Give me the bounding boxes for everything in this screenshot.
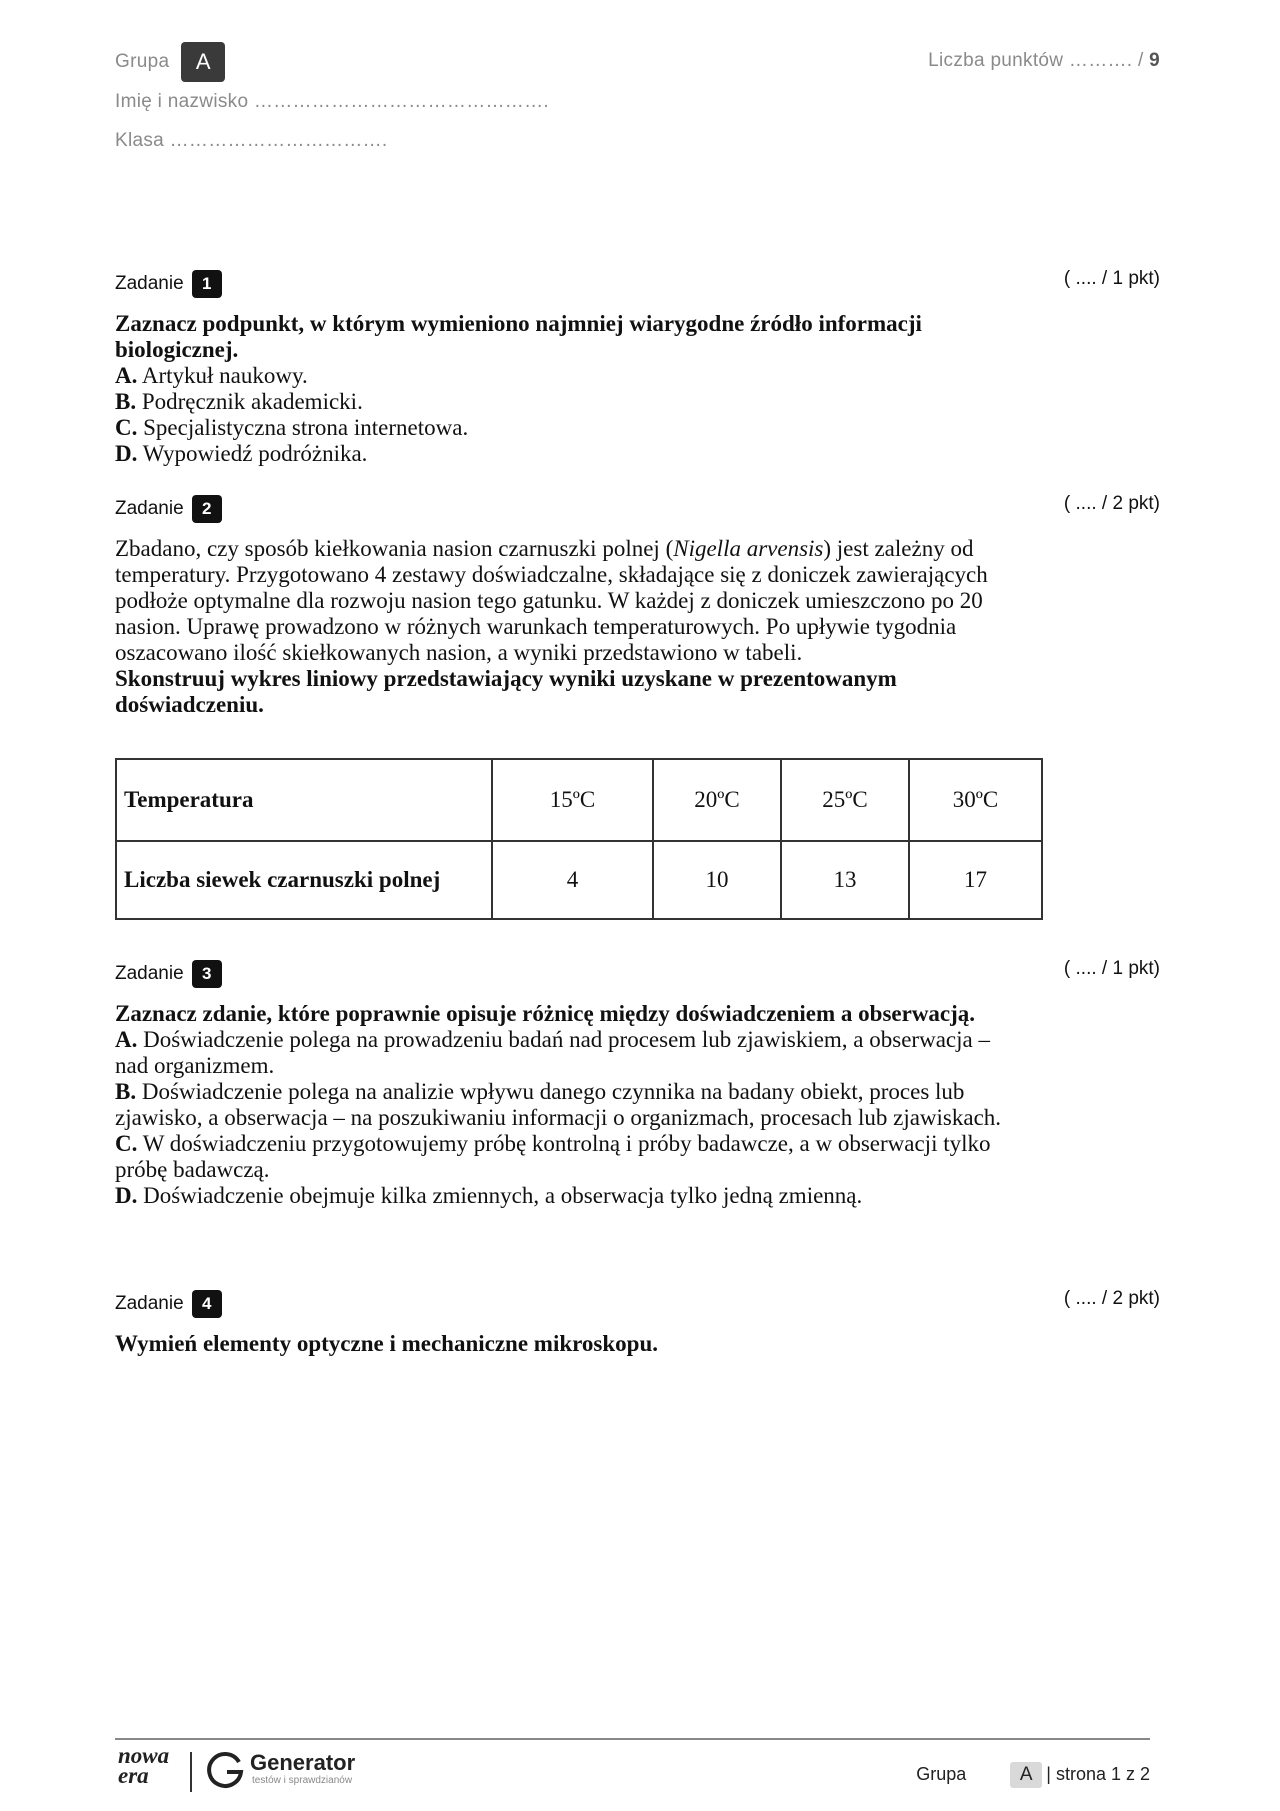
table-cell: 20ºC	[653, 759, 781, 841]
option-b: B. Doświadczenie polega na analizie wpływu danego czynnika na badany obiekt, proces lub zjawisko, a obserwacja – na poszukiwaniu informacji o organizmach, procesach lub zjawiskach.	[115, 1079, 1002, 1130]
generator-logo-icon	[205, 1750, 245, 1790]
points-summary	[928, 50, 1160, 72]
task-label: Zadanie	[115, 1293, 184, 1315]
footer-group-label: Grupa	[916, 1764, 967, 1784]
option-d: D. Doświadczenie obejmuje kilka zmiennych, a obserwacja tylko jedną zmienną.	[115, 1183, 863, 1208]
group-badge: A	[181, 42, 225, 82]
points-max: 9	[1149, 50, 1160, 71]
task-label: Zadanie	[115, 498, 184, 520]
table-cell: 30ºC	[909, 759, 1042, 841]
table-row	[116, 759, 1042, 841]
logo-separator	[190, 1752, 192, 1792]
nowa-era-logo: nowa era	[118, 1743, 170, 1788]
footer-divider	[115, 1738, 1150, 1740]
table-cell: 4	[492, 841, 653, 919]
table-cell: 13	[781, 841, 909, 919]
row-header-count: Liczba siewek czarnuszki polnej	[116, 841, 492, 919]
task-number-badge: 2	[192, 495, 222, 523]
task-2-header	[115, 495, 222, 523]
table-cell: 17	[909, 841, 1042, 919]
name-field: Imię i nazwisko ……………………………………….	[115, 91, 549, 112]
option-a: A. Artykuł naukowy.	[115, 363, 308, 388]
option-c: C. Specjalistyczna strona internetowa.	[115, 415, 469, 440]
task-4-header	[115, 1290, 222, 1318]
task-1-body	[115, 311, 1035, 467]
task-3-header	[115, 960, 222, 988]
task-2-points: ( .... / 2 pkt)	[1063, 493, 1160, 514]
task-4-body	[115, 1331, 1035, 1357]
task-2-intro: Zbadano, czy sposób kiełkowania nasion czarnuszki polnej (Nigella arvensis) jest zależny od temperatury. Przygotowano 4 zestawy doświadczalne, składające się z doniczek zawierających podłoże optymalne dla rozwoju nasion tego gatunku. W każdej z doniczek umieszczono po 20 nasion. Uprawę prowadzono w różnych warunkach temperaturowych. Po upływie tygodnia oszacowano ilość skiełkowanych nasion, a wyniki przedstawiono w tabeli.	[115, 536, 988, 665]
table-cell: 15ºC	[492, 759, 653, 841]
task-number-badge: 4	[192, 1290, 222, 1318]
task-3-instruction: Zaznacz zdanie, które poprawnie opisuje różnicę między doświadczeniem a obserwacją.	[115, 1001, 976, 1026]
option-d: D. Wypowiedź podróżnika.	[115, 441, 368, 466]
task-3-body	[115, 1001, 1025, 1209]
generator-logo-text: Generator	[250, 1750, 356, 1775]
class-field: Klasa …………………………….	[115, 130, 388, 151]
results-table	[115, 758, 1043, 920]
group-label: Grupa	[115, 51, 170, 73]
footer-page-info	[916, 1762, 1150, 1788]
footer-group-badge: A	[1010, 1762, 1042, 1788]
table-cell: 10	[653, 841, 781, 919]
table-row	[116, 841, 1042, 919]
task-1-header	[115, 270, 222, 298]
option-b: B. Podręcznik akademicki.	[115, 389, 363, 414]
species-name: Nigella arvensis	[673, 536, 824, 561]
table-cell: 25ºC	[781, 759, 909, 841]
task-2-body	[115, 536, 1035, 718]
task-4-points: ( .... / 2 pkt)	[1063, 1288, 1160, 1309]
generator-logo-subtitle: testów i sprawdzianów	[252, 1775, 353, 1786]
row-header-temperature: Temperatura	[116, 759, 492, 841]
option-c: C. W doświadczeniu przygotowujemy próbę kontrolną i próby badawcze, a w obserwacji tylko próbę badawczą.	[115, 1131, 991, 1182]
task-number-badge: 1	[192, 270, 222, 298]
points-label: Liczba punktów ………. /	[928, 50, 1144, 71]
task-label: Zadanie	[115, 963, 184, 985]
task-3-points: ( .... / 1 pkt)	[1063, 958, 1160, 979]
task-2-instruction: Skonstruuj wykres liniowy przedstawiający wyniki uzyskane w prezentowanym doświadczeniu.	[115, 666, 897, 717]
task-1-points: ( .... / 1 pkt)	[1063, 268, 1160, 289]
page-number: | strona 1 z 2	[1046, 1764, 1150, 1784]
task-number-badge: 3	[192, 960, 222, 988]
option-a: A. Doświadczenie polega na prowadzeniu badań nad procesem lub zjawiskiem, a obserwacja – nad organizmem.	[115, 1027, 990, 1078]
task-label: Zadanie	[115, 273, 184, 295]
task-4-instruction: Wymień elementy optyczne i mechaniczne mikroskopu.	[115, 1331, 659, 1356]
task-1-instruction: Zaznacz podpunkt, w którym wymieniono najmniej wiarygodne źródło informacji biologicznej.	[115, 311, 922, 362]
group-field	[115, 42, 225, 82]
